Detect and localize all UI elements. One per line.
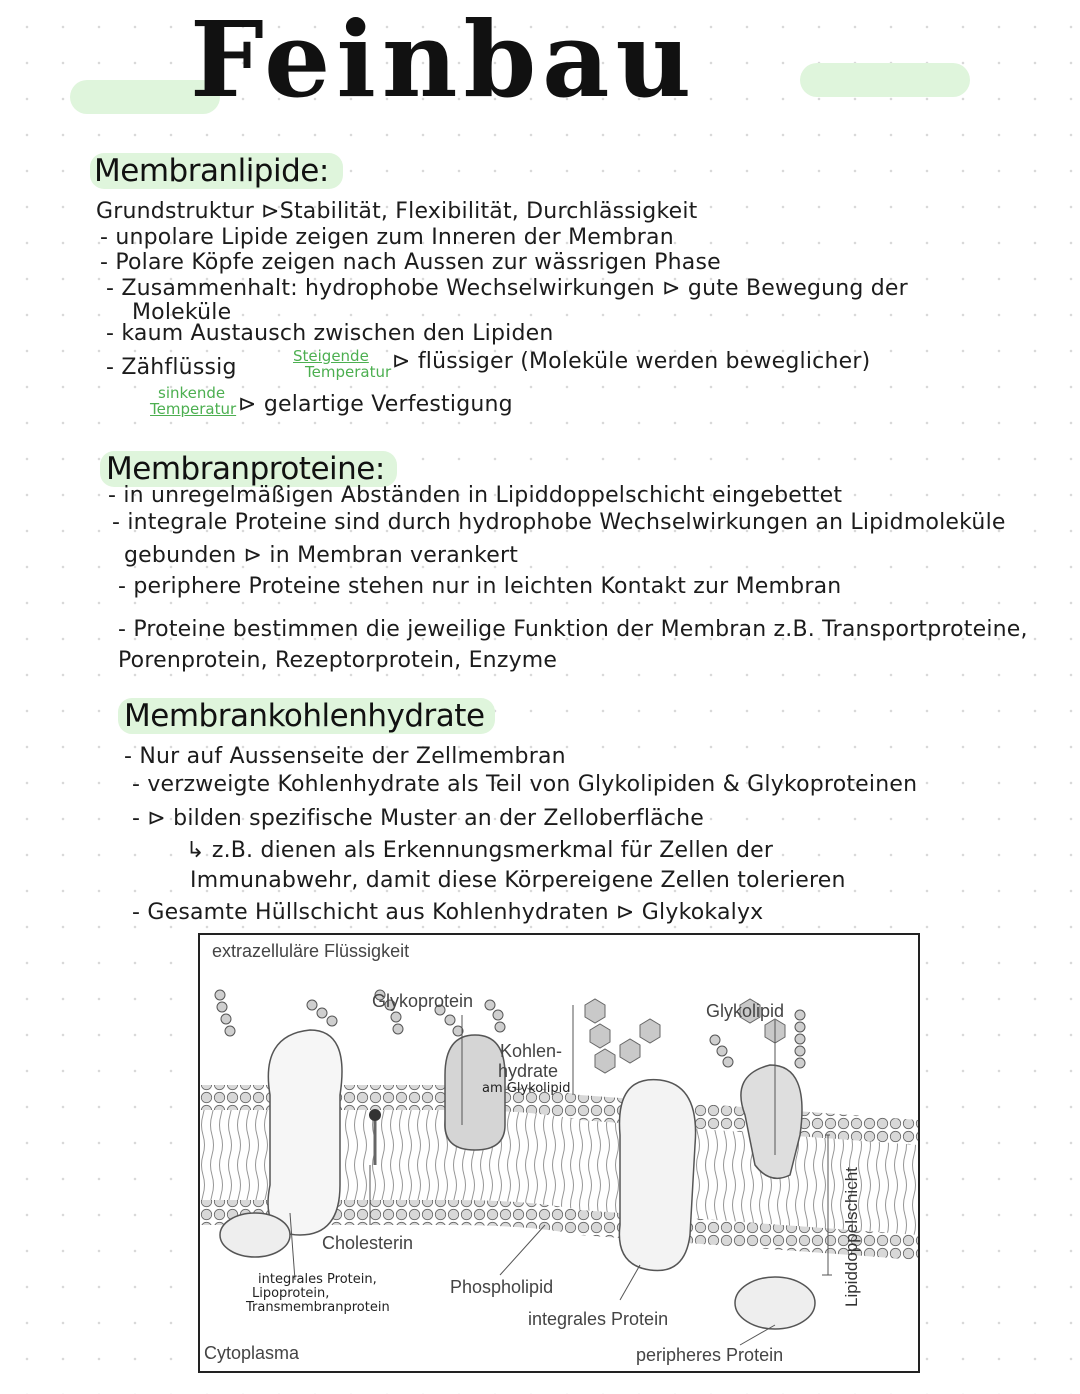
- lipids-heading: Membranlipide:: [90, 153, 343, 189]
- integral-protein-left: [268, 1030, 342, 1235]
- lipids-line-7: - Zähflüssig: [106, 355, 237, 380]
- proteins-line-1: - in unregelmäßigen Abständen in Lipiddoppelschicht eingebettet: [108, 483, 843, 508]
- label-integral: integrales Protein: [528, 1309, 669, 1329]
- label-peripheral: peripheres Protein: [636, 1345, 784, 1365]
- carbs-line-4: ↳ z.B. dienen als Erkennungsmerkmal für Zellen der: [186, 838, 774, 863]
- label-hand-1: integrales Protein,: [258, 1272, 377, 1287]
- label-bilayer: Lipiddoppelschicht: [842, 1167, 861, 1307]
- lipids-line-6: - kaum Austausch zwischen den Lipiden: [106, 321, 554, 346]
- lipids-line-2: - unpolare Lipide zeigen zum Inneren der Membran: [100, 225, 674, 250]
- rising-temp-top: Steigende: [293, 347, 369, 365]
- proteins-line-2: - integrale Proteine sind durch hydrophobe Wechselwirkungen an Lipidmoleküle: [112, 510, 1006, 535]
- lipids-line-5: Moleküle: [132, 300, 232, 325]
- carbs-line-3: - ⊳ bilden spezifische Muster an der Zelloberfläche: [132, 806, 704, 831]
- lipids-line-1: Grundstruktur ⊳Stabilität, Flexibilität, Durchlässigkeit: [96, 199, 698, 224]
- label-extracellular: extrazelluläre Flüssigkeit: [212, 941, 410, 961]
- label-phospholipid: Phospholipid: [450, 1277, 554, 1297]
- carbs-line-5: Immunabwehr, damit diese Körpereigene Zellen tolerieren: [190, 868, 846, 893]
- label-hand-3: Transmembranprotein: [246, 1300, 390, 1315]
- lipids-line-4: - Zusammenhalt: hydrophobe Wechselwirkungen ⊳ gute Bewegung der: [106, 276, 908, 301]
- falling-temp-bottom: Temperatur: [150, 400, 237, 418]
- lipids-line-3: - Polare Köpfe zeigen nach Aussen zur wässrigen Phase: [100, 250, 721, 275]
- proteins-line-4: - periphere Proteine stehen nur in leichten Kontakt zur Membran: [118, 574, 842, 599]
- proteins-heading: Membranproteine:: [100, 451, 397, 487]
- carbs-heading: Membrankohlenhydrate: [118, 698, 495, 734]
- page-title: Feinbau: [190, 0, 698, 121]
- carbs-line-6: - Gesamte Hüllschicht aus Kohlenhydraten ⊳ Glykokalyx: [132, 900, 764, 925]
- proteins-line-3: gebunden ⊳ in Membran verankert: [124, 543, 519, 568]
- carbs-line-2: - verzweigte Kohlenhydrate als Teil von Glykolipiden & Glykoproteinen: [132, 772, 918, 797]
- label-glycolipid: Glykolipid: [706, 1001, 785, 1021]
- rising-temp-bottom: Temperatur: [305, 363, 392, 381]
- label-carb-hand: am Glykolipid: [482, 1081, 571, 1096]
- label-glycoprotein: Glykoprotein: [372, 991, 474, 1011]
- label-cholesterol: Cholesterin: [322, 1233, 414, 1253]
- carbs-line-1: - Nur auf Aussenseite der Zellmembran: [124, 744, 566, 769]
- label-hand-2: Lipoprotein,: [252, 1286, 330, 1301]
- label-carb-2: hydrate: [498, 1061, 559, 1081]
- falling-temp-top: sinkende: [158, 384, 226, 402]
- proteins-line-6: Porenprotein, Rezeptorprotein, Enzyme: [118, 648, 558, 673]
- lipids-line-9: ⊳ gelartige Verfestigung: [238, 392, 513, 417]
- title-highlight-right: [800, 63, 970, 97]
- label-cytoplasm: Cytoplasma: [204, 1343, 300, 1363]
- proteins-line-5: - Proteine bestimmen die jeweilige Funktion der Membran z.B. Transportproteine,: [118, 617, 1028, 642]
- label-carb-1: Kohlen-: [500, 1041, 563, 1061]
- lipids-line-8: ⊳ flüssiger (Moleküle werden beweglicher): [392, 349, 871, 374]
- membrane-figure: [198, 933, 920, 1373]
